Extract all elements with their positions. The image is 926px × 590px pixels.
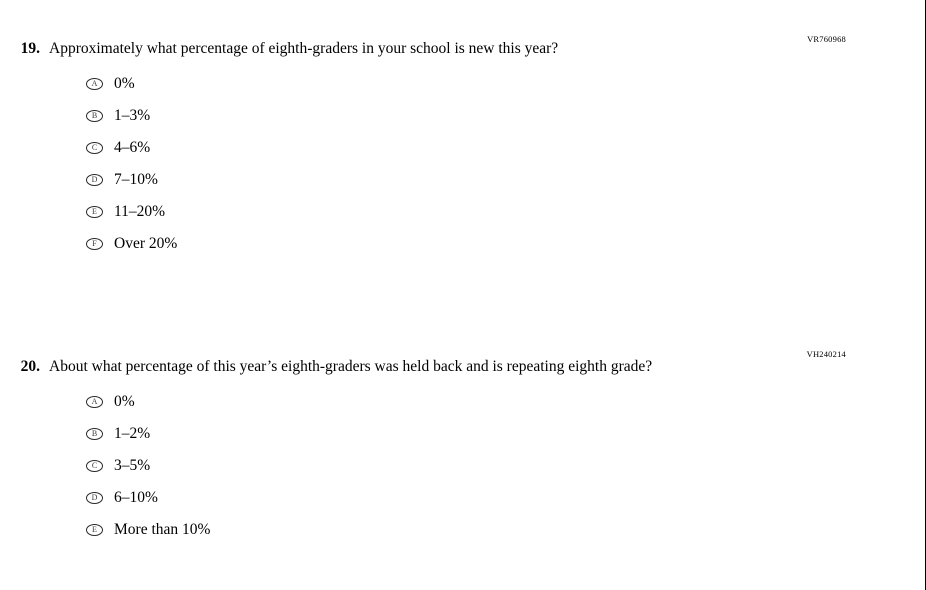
option-20-e[interactable] [0,514,860,546]
option-letter: C [91,143,98,152]
option-label: 0% [114,393,135,410]
option-19-c[interactable] [0,132,860,164]
radio-bubble-icon[interactable] [86,110,103,122]
options-list-20 [0,386,860,546]
radio-bubble-icon[interactable] [86,206,103,218]
question-heading-19 [0,38,860,59]
options-list-19 [0,68,860,260]
radio-bubble-icon[interactable] [86,492,103,504]
option-19-b[interactable] [0,100,860,132]
radio-bubble-icon[interactable] [86,396,103,408]
question-heading-20 [0,356,860,377]
radio-bubble-icon[interactable] [86,78,103,90]
radio-bubble-icon[interactable] [86,174,103,186]
option-letter: D [91,175,98,184]
option-letter: D [91,493,98,502]
option-20-c[interactable] [0,450,860,482]
option-label: 7–10% [114,171,158,188]
option-letter: F [92,239,97,248]
option-letter: C [91,461,98,470]
option-label: 6–10% [114,489,158,506]
option-label: 11–20% [114,203,166,220]
question-text-19: Approximately what percentage of eighth-graders in your school is new this year? [49,40,559,57]
question-number-20: 20. [20,358,40,375]
option-19-f[interactable] [0,228,860,260]
question-id-code-20: VH240214 [806,349,846,359]
option-letter: B [91,111,98,120]
question-id-code-19: VR760968 [807,34,846,44]
option-label: 4–6% [114,139,151,156]
question-block-19 [0,30,860,260]
option-label: 0% [114,75,135,92]
option-letter: E [92,525,97,534]
option-letter: A [91,397,98,406]
question-text-20: About what percentage of this year’s eighth-graders was held back and is repeating eighth grade? [49,358,653,375]
option-letter: A [91,79,98,88]
option-19-a[interactable] [0,68,860,100]
option-19-e[interactable] [0,196,860,228]
option-label: Over 20% [114,235,178,252]
radio-bubble-icon[interactable] [86,460,103,472]
question-number-19: 19. [20,40,40,57]
option-label: 1–3% [114,107,151,124]
option-20-b[interactable] [0,418,860,450]
radio-bubble-icon[interactable] [86,238,103,250]
option-letter: E [92,207,97,216]
radio-bubble-icon[interactable] [86,524,103,536]
option-label: 3–5% [114,457,151,474]
radio-bubble-icon[interactable] [86,428,103,440]
option-label: 1–2% [114,425,151,442]
option-20-a[interactable] [0,386,860,418]
radio-bubble-icon[interactable] [86,142,103,154]
option-19-d[interactable] [0,164,860,196]
question-block-20 [0,345,860,546]
option-20-d[interactable] [0,482,860,514]
option-letter: B [91,429,98,438]
option-label: More than 10% [114,521,211,538]
